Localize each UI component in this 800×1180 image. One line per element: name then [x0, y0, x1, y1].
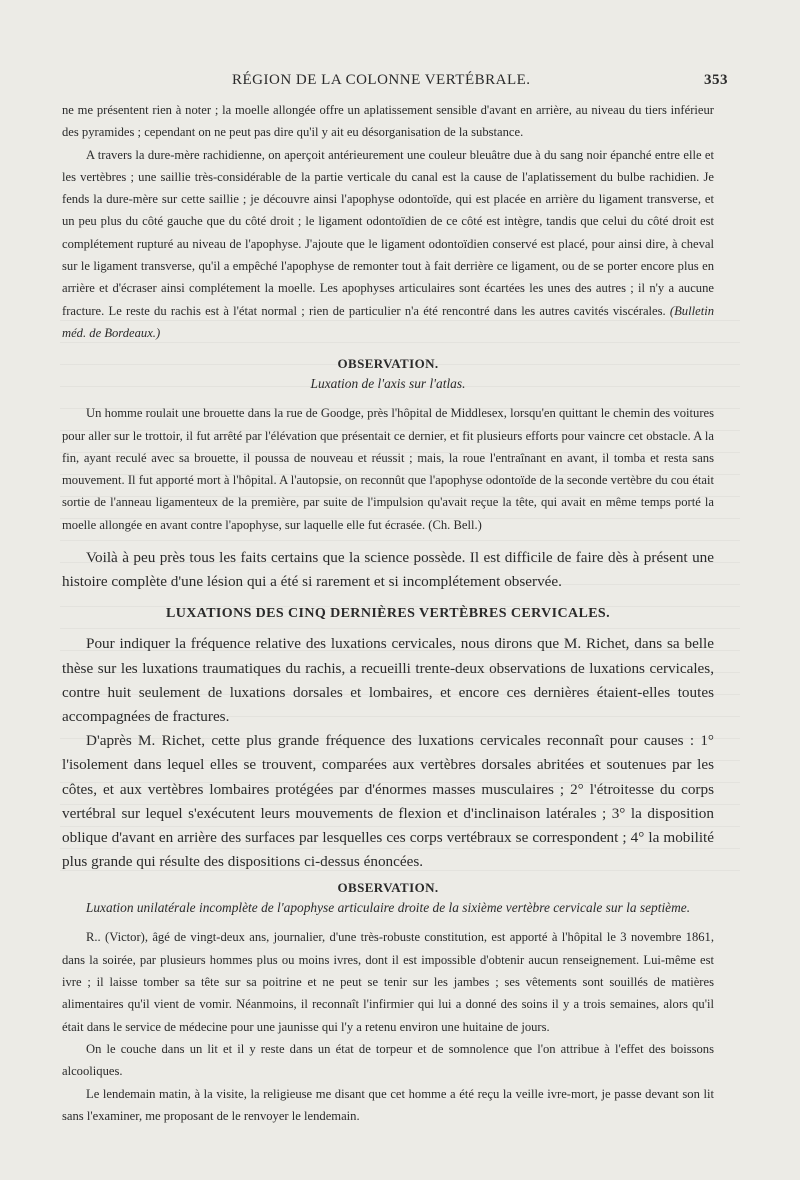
citation: (Bulletin méd. de Bordeaux.): [62, 303, 714, 340]
paragraph: Pour indiquer la fréquence relative des luxations cervicales, nous dirons que M. Richet, dans sa belle thèse sur les luxations traumatiques du rachis, a recueilli trente-deux observations de luxations cervicales, contre huit seulement de luxations dorsales et lombaires, et encore ces dernières étaient-elles toutes accompagnées de fractures.: [62, 635, 714, 726]
section-text: [62, 632, 714, 874]
observation-heading: OBSERVATION.: [337, 356, 439, 372]
opening-text: [62, 99, 714, 344]
paragraph-text: A travers la dure-mère rachidienne, on aperçoit antérieurement une couleur bleuâtre due à du sang noir épanché entre elle et les vertèbres ; une saillie très-considérable de la partie verticale du canal est la cause de l'aplatissement du bulbe rachidien. Je fends la dure-mère sur cette saillie ; je découvre ainsi l'apophyse odontoïde, qui est placée en arrière du ligament transverse, et un peu plus du côté gauche que du côté droit ; le ligament odontoïdien de ce côté est intègre, tandis que celui du côté droit est complétement rupturé au niveau de l'apophyse. J'ajoute que le ligament odontoïdien conservé est placé, pour ainsi dire, à cheval sur le ligament transverse, qu'il a empêché l'apophyse de remonter tout à fait derrière ce ligament, ou de se porter encore plus en arrière et d'écraser ainsi complétement la moelle. Les apophyses articulaires sont écartées les unes des autres ; il n'y a aucune fracture. Le reste du rachis est à l'état normal ; rien de particulier n'a été rencontré dans les autres cavités viscérales.: [62, 147, 714, 318]
observation-text: [62, 926, 714, 1127]
conclusion-text: [62, 546, 714, 594]
paragraph: ne me présentent rien à noter ; la moelle allongée offre un aplatissement sensible d'avant en arrière, au niveau du tiers inférieur des pyramides ; cependant on ne peut pas dire qu'il y ait eu désorganisation de la substance.: [62, 103, 714, 140]
paragraph: Le lendemain matin, à la visite, la religieuse me disant que cet homme a été reçu la veille ivre-mort, je passe devant son lit sans l'examiner, me proposant de le renvoyer le lendemain.: [62, 1086, 714, 1123]
paragraph: On le couche dans un lit et il y reste dans un état de torpeur et de somnolence que l'on attribue à l'effet des boissons alcooliques.: [62, 1041, 714, 1079]
observation-subheading: Luxation de l'axis sur l'atlas.: [310, 376, 466, 392]
paragraph: [62, 144, 714, 345]
page-number: 353: [704, 72, 728, 88]
paragraph: R.. (Victor), âgé de vingt-deux ans, journalier, d'une très-robuste constitution, est apporté à l'hôpital le 3 novembre 1861, dans la soirée, par plusieurs hommes plus ou moins ivres, dont il est impossible d'obtenir aucun renseignement. Lui-même est ivre ; il laisse tomber sa tête sur sa poitrine et ne peut se tenir sur les jambes ; ses vêtements sont souillés de matières alimentaires qu'il vient de vomir. Néanmoins, il reconnaît l'infirmier qui lui a donné des soins il y a trois semaines, alors qu'il était dans le service de médecine pour une jaunisse qui l'y a retenu environ une huitaine de jours.: [62, 930, 714, 1034]
running-title: RÉGION DE LA COLONNE VERTÉBRALE.: [232, 72, 531, 88]
section-heading: LUXATIONS DES CINQ DERNIÈRES VERTÈBRES CERVICALES.: [165, 606, 611, 622]
observation-heading: OBSERVATION.: [337, 880, 439, 896]
paragraph: Un homme roulait une brouette dans la rue de Goodge, près l'hôpital de Middlesex, lorsqu'en quittant le chemin des voitures pour aller sur le trottoir, il fut arrêté par l'élévation que présentait ce dernier, et fit plusieurs efforts pour vaincre cet obstacle. A la fin, ayant reculé avec sa brouette, il poussa de nouveau et réussit ; mais, la roue l'entraînant en avant, il tomba et resta sans mouvement. Il fut apporté mort à l'hôpital. A l'autopsie, on reconnût que l'apophyse odontoïde de la seconde vertèbre du cou était sortie de l'anneau ligamenteux de la première, par suite de l'impulsion qu'avait reçue la tête, qui avait en même temps porté la moelle allongée en avant contre l'apophyse, sur laquelle elle fut écrasée. (Ch. Bell.): [62, 406, 714, 532]
paragraph: D'après M. Richet, cette plus grande fréquence des luxations cervicales reconnaît pour causes : 1° l'isolement dans lequel elles se trouvent, comparées aux vertèbres dorsales abritées et soutenues par les côtes, et aux vertèbres lombaires protégées par d'énormes masses musculaires ; 2° l'étroitesse du corps vertébral sur lequel s'exécutent leurs mouvements de flexion et d'inclinaison latérales ; 3° la disposition oblique d'avant en arrière des surfaces par lesquelles ces corps vertébraux se correspondent ; 4° la mobilité plus grande qui résulte des dispositions ci-dessus énoncées.: [62, 732, 714, 871]
observation-text: [62, 402, 714, 536]
observation-subheading: Luxation unilatérale incomplète de l'apophyse articulaire droite de la sixième vertèbre cervicale sur la septième.: [85, 900, 691, 916]
paragraph: Voilà à peu près tous les faits certains que la science possède. Il est difficile de faire dès à présent une histoire complète d'une lésion qui a été si rarement et si incomplétement observée.: [62, 549, 714, 591]
running-head: [232, 72, 728, 89]
